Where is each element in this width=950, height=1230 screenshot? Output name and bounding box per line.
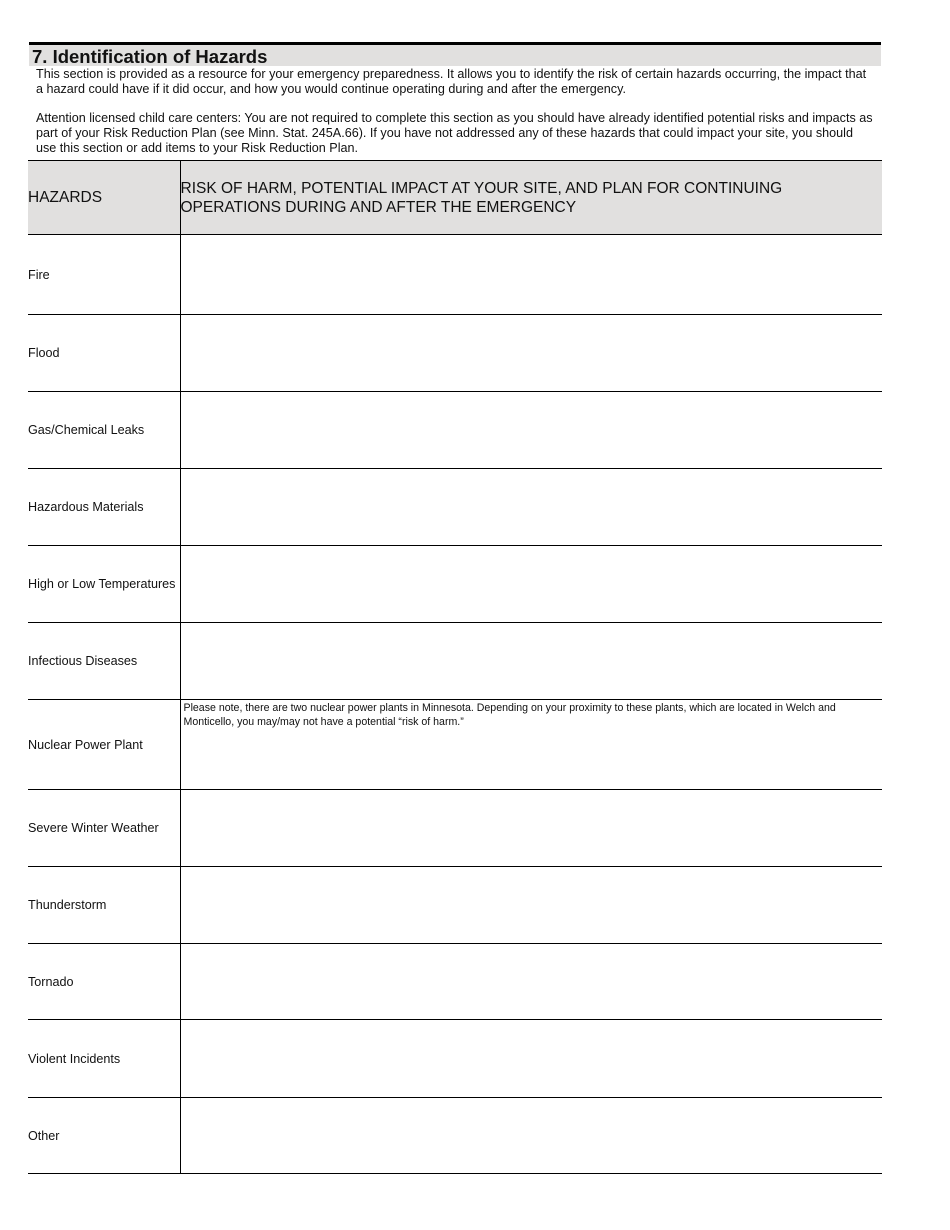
hazard-label: Fire [28, 235, 180, 315]
hazard-label: Other [28, 1098, 180, 1174]
risk-response-field[interactable] [180, 315, 882, 392]
nuclear-note: Please note, there are two nuclear power plants in Minnesota. Depending on your proximity to these plants, which are located in Welch and Monticello, you may/may not have a potential “risk of harm.” [183, 702, 836, 728]
section-title: 7. Identification of Hazards [32, 46, 268, 67]
risk-response-field[interactable] [180, 790, 882, 867]
risk-response-field[interactable] [180, 700, 882, 790]
hazard-label: Violent Incidents [28, 1020, 180, 1098]
risk-response-field[interactable] [180, 546, 882, 623]
hazard-label: High or Low Temperatures [28, 546, 180, 623]
attention-paragraph: Attention licensed child care centers: You are not required to complete this section as you should have already identified potential risks and impacts as part of your Risk Reduction Plan (see Minn. Stat. 245A.66). If you have not addressed any of these hazards that could impact your site, you should use this section or add items to your Risk Reduction Plan. [36, 111, 873, 155]
table-row [28, 315, 882, 392]
hazard-label: Tornado [28, 944, 180, 1020]
table-row [28, 867, 882, 944]
risk-response-field[interactable] [180, 623, 882, 700]
hazard-label: Hazardous Materials [28, 469, 180, 546]
risk-response-field[interactable] [180, 392, 882, 469]
table-row [28, 546, 882, 623]
hazard-label: Severe Winter Weather [28, 790, 180, 867]
hazard-label: Gas/Chemical Leaks [28, 392, 180, 469]
risk-column-header: RISK OF HARM, POTENTIAL IMPACT AT YOUR SITE, AND PLAN FOR CONTINUING OPERATIONS DURING AND AFTER THE EMERGENCY [180, 161, 882, 235]
risk-response-field[interactable] [180, 944, 882, 1020]
hazard-label: Nuclear Power Plant [28, 700, 180, 790]
risk-response-field[interactable] [180, 469, 882, 546]
risk-response-field[interactable] [180, 1020, 882, 1098]
table-row [28, 1020, 882, 1098]
table-row [28, 1098, 882, 1174]
risk-response-field[interactable] [180, 867, 882, 944]
hazard-label: Infectious Diseases [28, 623, 180, 700]
table-row [28, 944, 882, 1020]
table-row [28, 235, 882, 315]
risk-response-field[interactable] [180, 235, 882, 315]
table-row [28, 469, 882, 546]
hazard-label: Thunderstorm [28, 867, 180, 944]
table-row [28, 790, 882, 867]
table-row [28, 700, 882, 790]
section-header [29, 42, 881, 66]
hazard-label: Flood [28, 315, 180, 392]
table-row [28, 392, 882, 469]
hazards-table [28, 160, 882, 1174]
intro-paragraph: This section is provided as a resource for your emergency preparedness. It allows you to identify the risk of certain hazards occurring, the impact that a hazard could have if it did occur, and how you would continue operating during and after the emergency. [36, 67, 867, 96]
hazards-column-header: HAZARDS [28, 161, 180, 235]
table-row [28, 623, 882, 700]
table-header-row [28, 161, 882, 235]
risk-response-field[interactable] [180, 1098, 882, 1174]
